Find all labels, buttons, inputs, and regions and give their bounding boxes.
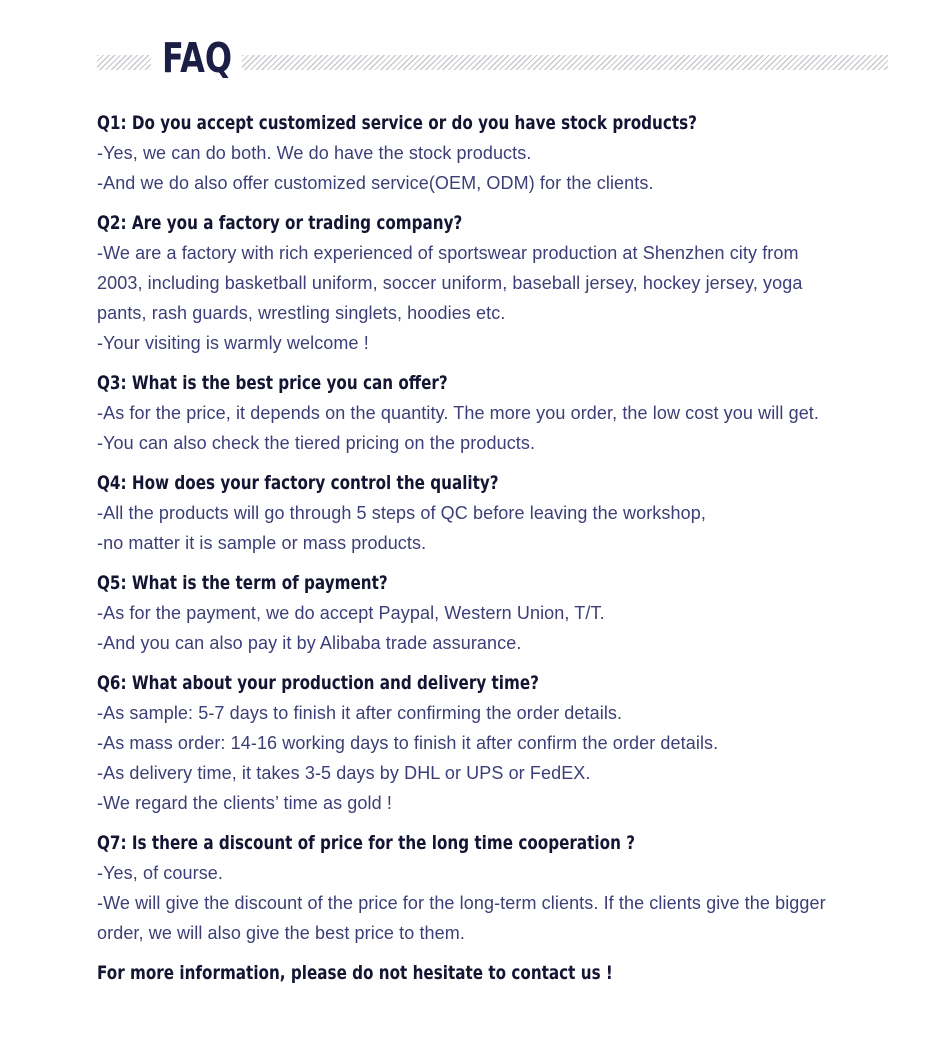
contact-note: For more information, please do not hesitate to contact us ! <box>97 962 613 984</box>
faq-answer-line: -And you can also pay it by Alibaba trade assurance. <box>97 633 522 653</box>
faq-question: Q1: Do you accept customized service or do you have stock products? <box>97 112 697 134</box>
faq-answer-line: -We are a factory with rich experienced of sportswear production at Shenzhen city from <box>97 243 799 263</box>
faq-answer-line: -no matter it is sample or mass products. <box>97 533 427 553</box>
faq-question: Q5: What is the term of payment? <box>97 572 388 594</box>
faq-answer-line: -We regard the clients’ time as gold ! <box>97 793 392 813</box>
faq-question: Q3: What is the best price you can offer? <box>97 372 448 394</box>
page-title: FAQ <box>162 34 233 82</box>
faq-answer-line: -Yes, of course. <box>97 863 224 883</box>
faq-answer-line: -And we do also offer customized service(OEM, ODM) for the clients. <box>97 173 654 193</box>
faq-answer-line: -Your visiting is warmly welcome ! <box>97 333 369 353</box>
faq-answer-line: -As for the payment, we do accept Paypal, Western Union, T/T. <box>97 603 605 623</box>
faq-question: Q4: How does your factory control the quality? <box>97 472 499 494</box>
hatch-divider-left <box>97 55 151 70</box>
faq-answer-line: -We will give the discount of the price for the long-term clients. If the clients give the bigger <box>97 893 826 913</box>
faq-item-q1 <box>97 108 877 198</box>
faq-answer-line: -Yes, we can do both. We do have the stock products. <box>97 143 532 163</box>
faq-item-q2 <box>97 208 877 358</box>
faq-answer-line: order, we will also give the best price to them. <box>97 923 465 943</box>
faq-question: Q7: Is there a discount of price for the long time cooperation ? <box>97 832 636 854</box>
faq-answer-line: 2003, including basketball uniform, soccer uniform, baseball jersey, hockey jersey, yoga <box>97 273 803 293</box>
faq-answer-line: -As sample: 5-7 days to finish it after confirming the order details. <box>97 703 623 723</box>
faq-item-q4 <box>97 468 877 558</box>
faq-header <box>97 30 888 90</box>
faq-question: Q2: Are you a factory or trading company? <box>97 212 463 234</box>
faq-item-q5 <box>97 568 877 658</box>
hatch-divider-right <box>242 55 888 70</box>
faq-answer-line: -As for the price, it depends on the quantity. The more you order, the low cost you will get. <box>97 403 820 423</box>
faq-list <box>97 108 877 988</box>
faq-answer-line: -All the products will go through 5 steps of QC before leaving the workshop, <box>97 503 706 523</box>
faq-answer-line: -As delivery time, it takes 3-5 days by DHL or UPS or FedEX. <box>97 763 591 783</box>
faq-answer-line: -You can also check the tiered pricing on the products. <box>97 433 536 453</box>
faq-answer-line: -As mass order: 14-16 working days to finish it after confirm the order details. <box>97 733 719 753</box>
faq-item-q7 <box>97 828 877 948</box>
faq-question: Q6: What about your production and delivery time? <box>97 672 539 694</box>
faq-item-q3 <box>97 368 877 458</box>
faq-item-q6 <box>97 668 877 818</box>
faq-answer-line: pants, rash guards, wrestling singlets, hoodies etc. <box>97 303 506 323</box>
